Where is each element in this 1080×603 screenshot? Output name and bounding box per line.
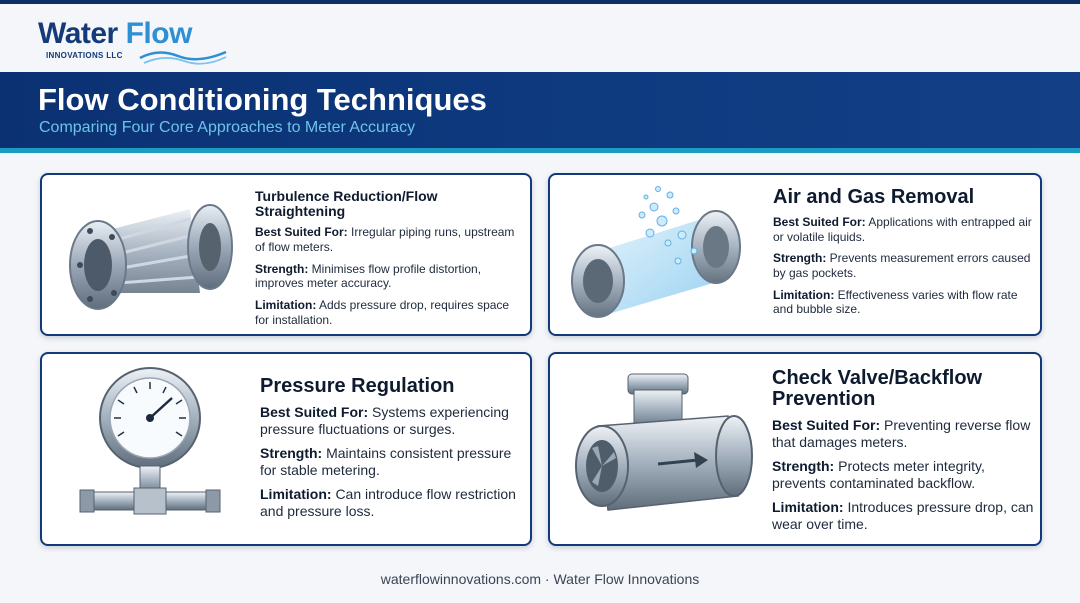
limitation-value: Adds pressure drop, requires space for installation. [255,297,510,327]
card-title: Turbulence Reduction/Flow Straightening [255,188,438,219]
check-valve-icon [558,360,768,535]
card-turbulence-reduction [40,173,532,336]
strength-value: Protects meter integrity, prevents contaminated backflow. [772,458,985,492]
limitation-value: Introduces pressure drop, can wear over time. [772,499,1034,533]
limitation-value: Can introduce flow restriction and pressure loss. [260,486,516,520]
best-value: Irregular piping runs, upstream of flow meters. [255,225,515,254]
footer-text: waterflowinnovations.com · Water Flow Innovations [380,571,700,587]
card-text [772,368,1034,533]
best-label: Best Suited For: [255,225,348,240]
card-text [255,189,523,327]
best-suited-for [260,404,524,438]
top-rule [0,0,1080,4]
card-air-gas-removal [548,173,1042,336]
best-value: Systems experiencing pressure fluctuations or surges. [260,404,509,438]
card-text [260,376,524,520]
header-stripe [0,148,1080,153]
strength-label: Strength: [255,261,309,276]
card-title: Air and Gas Removal [773,186,975,208]
limitation-label: Limitation: [255,297,317,312]
wave-icon [138,44,228,66]
strength-value: Prevents measurement errors caused by gas pockets. [773,251,1031,280]
strength-value: Maintains consistent pressure for stable metering. [260,445,512,479]
limitation-label: Limitation: [260,486,332,503]
best-value: Preventing reverse flow that damages meters. [772,417,1031,451]
best-suited-for [255,225,523,254]
strength-label: Strength: [260,445,323,462]
card-check-valve [548,352,1042,546]
best-suited-for [772,417,1034,451]
best-label: Best Suited For: [260,404,369,420]
air-separator-icon [558,181,768,326]
limitation [260,486,524,520]
strength-value: Minimises flow profile distortion, improves meter accuracy. [255,261,482,291]
limitation [772,499,1034,533]
strength [773,251,1033,280]
strength [255,262,523,291]
card-title: Check Valve/Backflow Prevention [772,367,983,410]
logo-subtitle: INNOVATIONS LLC [46,51,123,60]
page-subtitle: Comparing Four Core Approaches to Meter Accuracy [39,119,416,136]
card-title: Pressure Regulation [260,375,455,397]
best-label: Best Suited For: [772,417,881,433]
strength-label: Strength: [772,458,835,475]
limitation-label: Limitation: [773,287,835,302]
logo-word-flow: Flow [125,17,192,50]
best-label: Best Suited For: [773,215,866,229]
card-text [773,187,1033,317]
strength [260,445,524,479]
pressure-gauge-icon [50,360,250,535]
company-logo [38,16,238,64]
card-pressure-regulation [40,352,532,546]
limitation [773,288,1033,317]
limitation-label: Limitation: [772,499,844,516]
best-suited-for [773,215,1033,244]
strength-label: Strength: [773,251,827,266]
limitation-value: Effectiveness varies with flow rate and bubble size. [773,287,1018,317]
logo-word-water: Water [38,17,118,50]
limitation [255,298,523,327]
best-value: Applications with entrapped air or volatile liquids. [773,215,1032,244]
flow-straightener-icon [50,181,250,326]
strength [772,458,1034,492]
page-title: Flow Conditioning Techniques [38,82,487,117]
